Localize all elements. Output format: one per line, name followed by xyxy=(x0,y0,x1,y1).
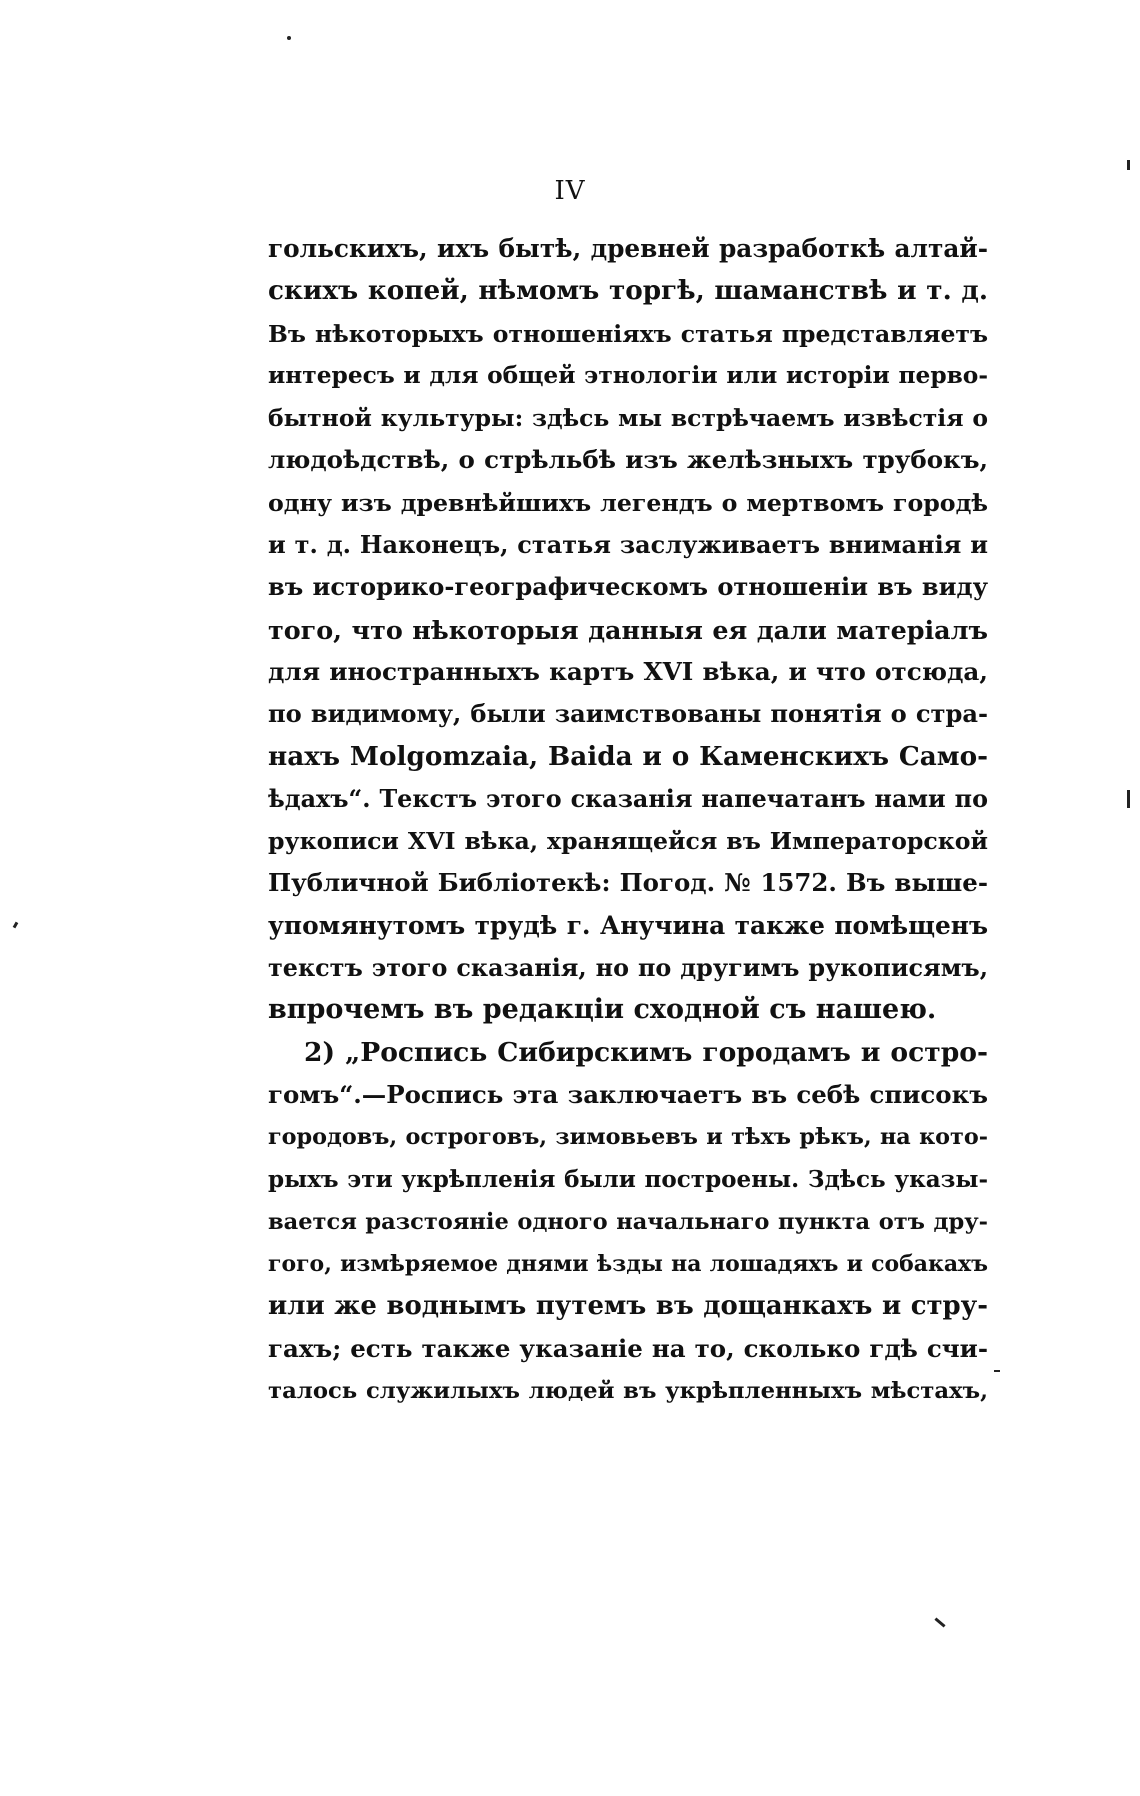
text-line: въ историко-географическомъ отношеніи въ виду xyxy=(268,572,988,602)
text-line: Въ нѣкоторыхъ отношеніяхъ статья представляетъ xyxy=(268,319,988,348)
paragraph xyxy=(268,1032,988,1413)
text-line: одну изъ древнѣйшихъ легендъ о мертвомъ городѣ xyxy=(268,488,988,517)
page-number: IV xyxy=(554,176,586,206)
body-text xyxy=(268,228,988,1412)
scan-speck xyxy=(934,1617,945,1627)
text-line: гахъ; есть также указаніе на то, сколько гдѣ счи- xyxy=(268,1333,988,1363)
text-line: и т. д. Наконецъ, статья заслуживаетъ вниманія и xyxy=(268,531,988,560)
scan-speck xyxy=(287,36,291,40)
text-line: или же воднымъ путемъ въ дощанкахъ и стру- xyxy=(268,1291,988,1322)
text-line: упомянутомъ трудѣ г. Анучина также помѣщенъ xyxy=(268,910,988,940)
text-line: по видимому, были заимствованы понятія о стра- xyxy=(268,699,988,729)
text-line: городовъ, остроговъ, зимовьевъ и тѣхъ рѣкъ, на кото- xyxy=(268,1124,988,1151)
text-line: талось служилыхъ людей въ укрѣпленныхъ мѣстахъ, xyxy=(268,1378,988,1405)
text-line: того, что нѣкоторыя данныя ея дали матеріалъ xyxy=(268,614,988,645)
text-line: людоѣдствѣ, о стрѣльбѣ изъ желѣзныхъ трубокъ, xyxy=(268,445,988,475)
text-line: Публичной Библіотекѣ: Погод. № 1572. Въ выше- xyxy=(268,868,988,898)
text-line: рукописи XVI вѣка, хранящейся въ Императорской xyxy=(268,827,988,856)
scan-speck xyxy=(1127,160,1130,170)
text-line: нахъ Molgomzaia, Baida и о Каменскихъ Само- xyxy=(268,740,988,772)
scan-speck xyxy=(994,1370,1000,1372)
text-line: рыхъ эти укрѣпленія были построены. Здѣсь указы- xyxy=(268,1165,988,1193)
text-line: 2) „Роспись Сибирскимъ городамъ и остро- xyxy=(304,1036,988,1068)
scan-speck xyxy=(1127,790,1130,808)
text-line: гольскихъ, ихъ бытѣ, древней разработкѣ алтай- xyxy=(268,234,988,263)
text-line: гого, измѣряемое днями ѣзды на лошадяхъ и собакахъ xyxy=(268,1251,988,1278)
scan-speck xyxy=(13,922,19,929)
text-line: для иностранныхъ картъ XVI вѣка, и что отсюда, xyxy=(268,656,988,686)
text-line: впрочемъ въ редакціи сходной съ нашею. xyxy=(268,994,937,1026)
text-line: интересъ и для общей этнологіи или исторіи перво- xyxy=(268,361,988,389)
text-line: гомъ“.—Роспись эта заключаетъ въ себѣ списокъ xyxy=(268,1079,988,1109)
text-line: бытной культуры: здѣсь мы встрѣчаемъ извѣстія о xyxy=(268,404,988,433)
text-line: скихъ копей, нѣмомъ торгѣ, шаманствѣ и т. д. xyxy=(268,275,988,307)
text-line: ѣдахъ“. Текстъ этого сказанія напечатанъ нами по xyxy=(268,784,988,813)
paragraph xyxy=(268,228,988,1032)
text-line: текстъ этого сказанія, но по другимъ рукописямъ, xyxy=(268,954,988,983)
text-line: вается разстояніе одного начальнаго пункта отъ дру- xyxy=(268,1208,988,1235)
